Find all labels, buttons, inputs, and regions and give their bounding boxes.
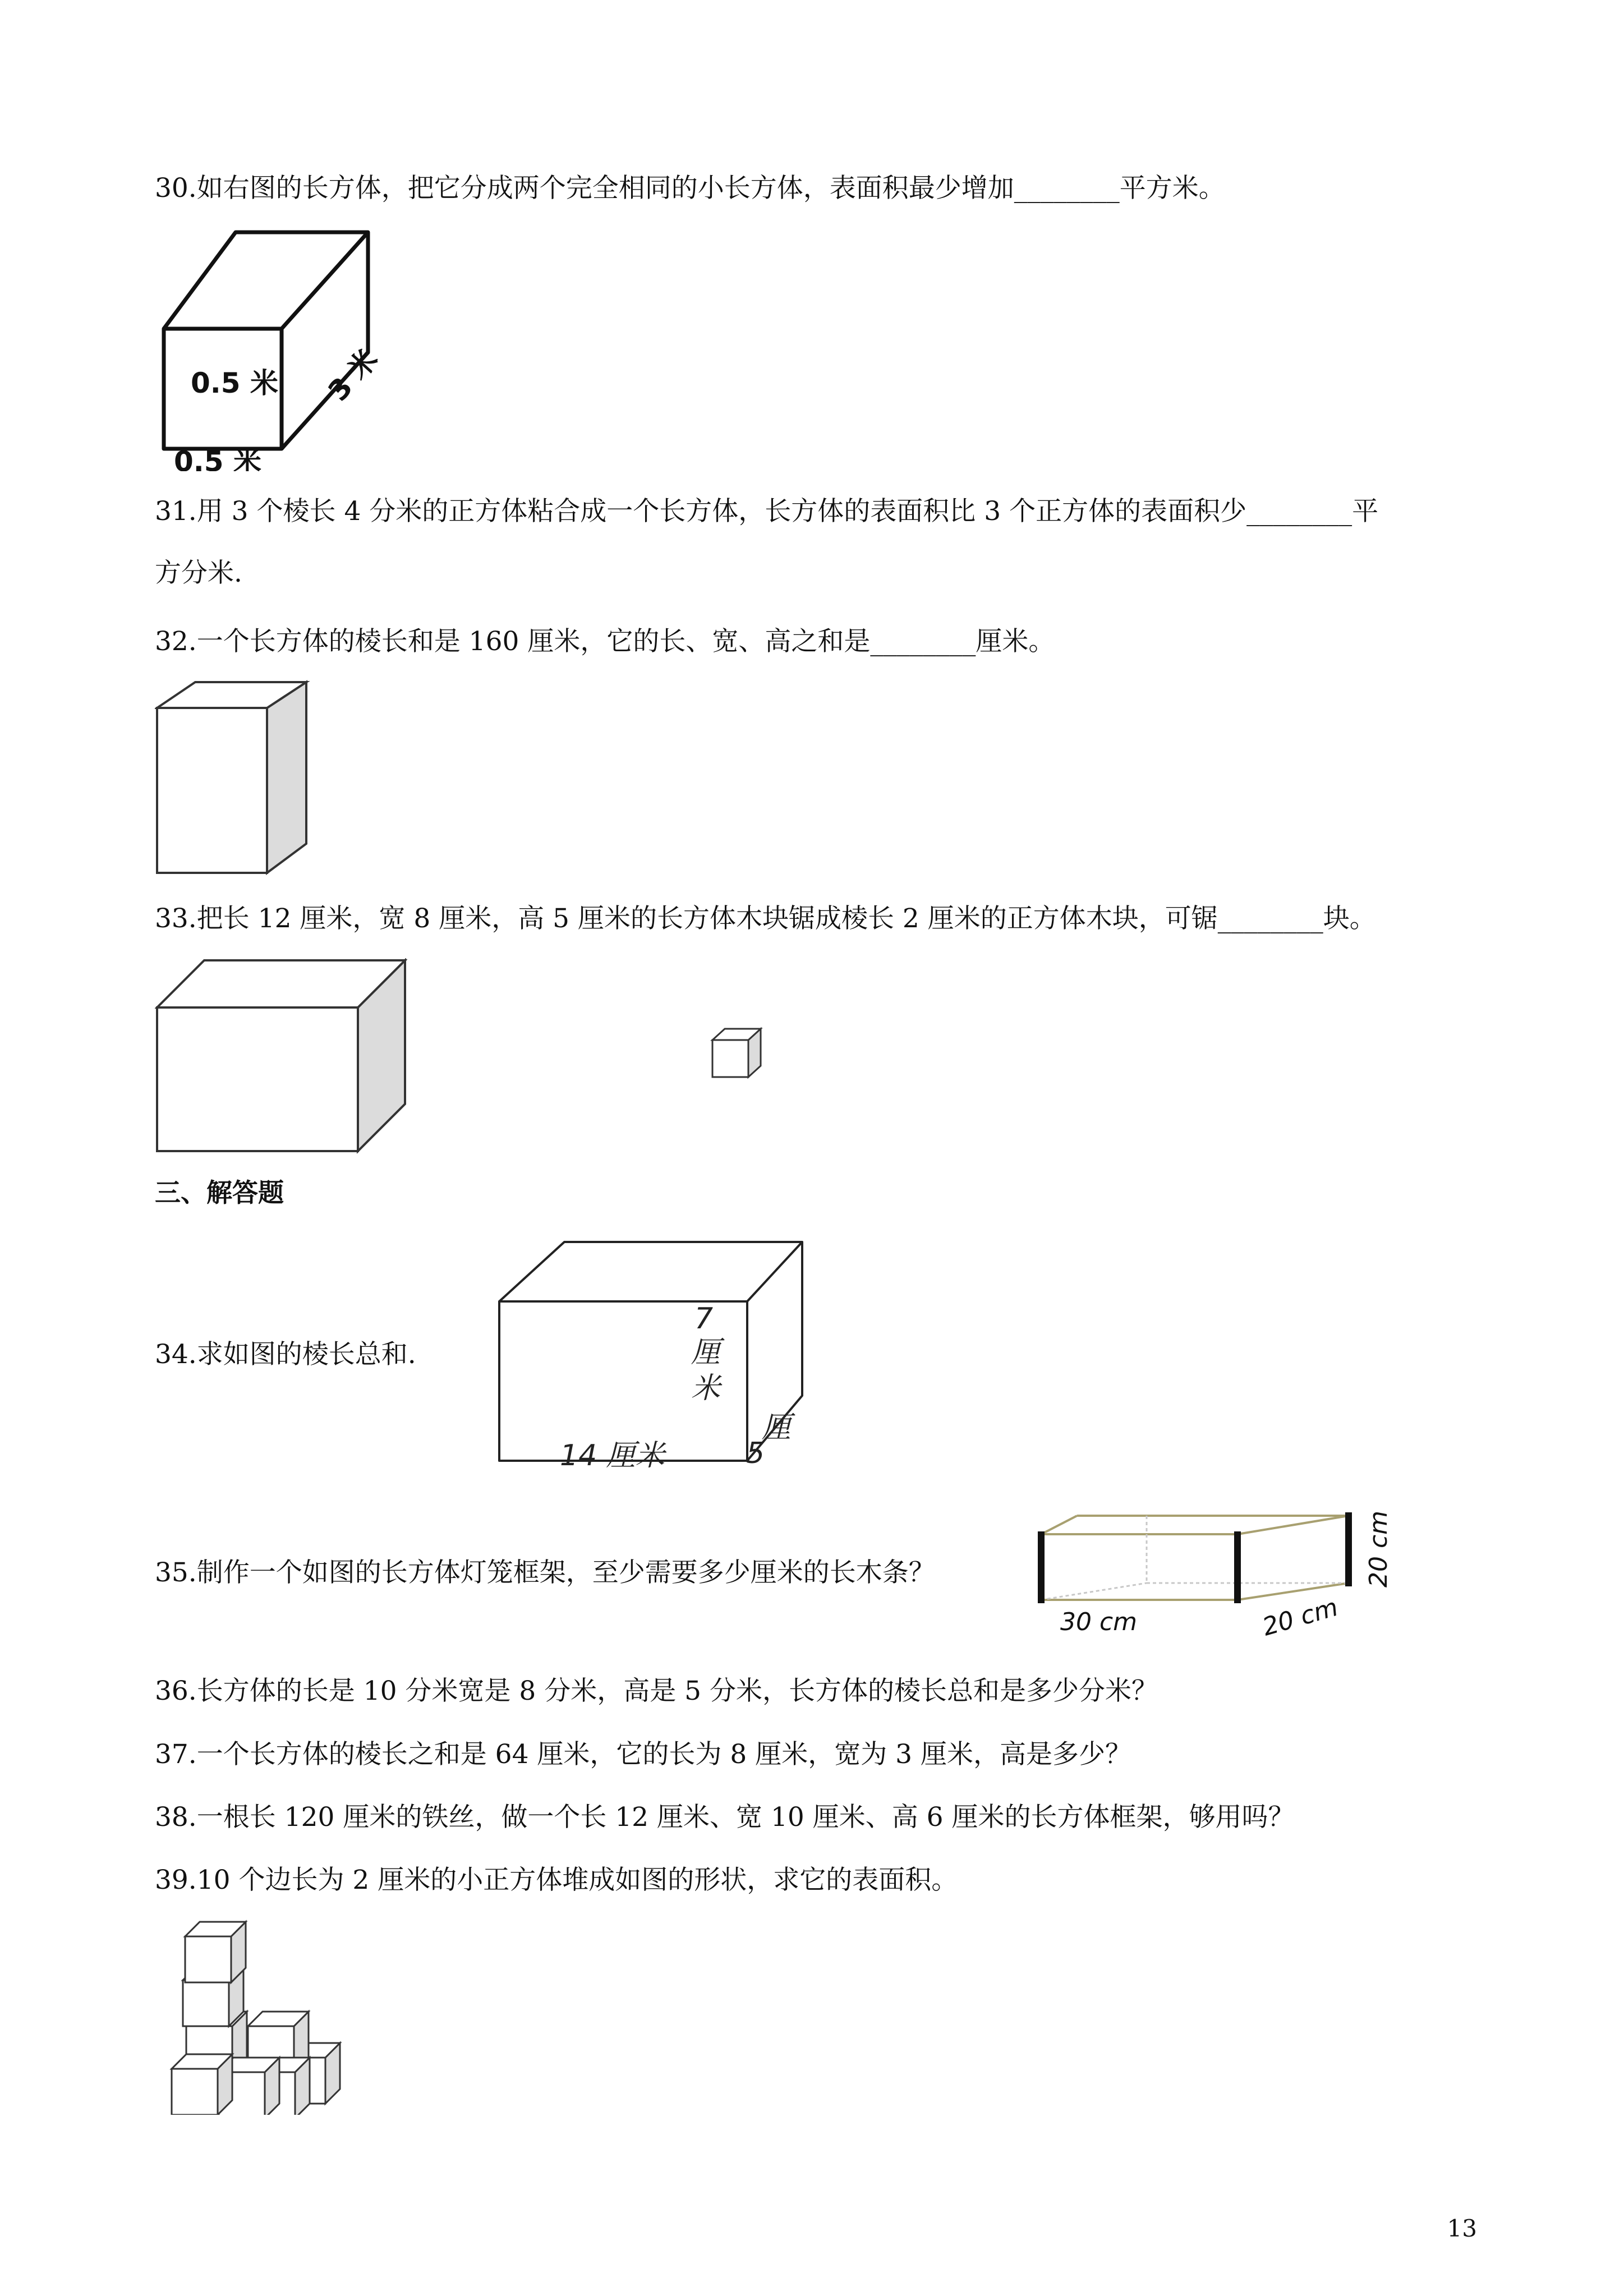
question-35: 35.制作一个如图的长方体灯笼框架，至少需要多少厘米的长木条？: [155, 1557, 935, 1588]
cuboid-figure-30: [156, 224, 392, 473]
cuboid-figure-34: [488, 1234, 836, 1489]
label-width: 20 cm: [1259, 1593, 1341, 1642]
question-31-line-2: 方分米.: [155, 558, 242, 588]
label-length: 14 厘米: [560, 1439, 665, 1473]
small-cube: [185, 1922, 246, 1982]
question-37: 37.一个长方体的棱长之和是 64 厘米，它的长为 8 厘米，宽为 3 厘米，高是多少？: [155, 1739, 1131, 1770]
question-36: 36.长方体的长是 10 分米宽是 8 分米，高是 5 分米，长方体的棱长总和是多少分米？: [155, 1676, 1158, 1706]
question-32: 32.一个长方体的棱长和是 160 厘米，它的长、宽、高之和是________厘米。: [155, 626, 1055, 657]
question-38: 38.一根长 120 厘米的铁丝，做一个长 12 厘米、宽 10 厘米、高 6 厘米的长方体框架，够用吗？: [155, 1802, 1295, 1833]
label-height-unit-2: 米: [691, 1372, 721, 1405]
label-length: 30 cm: [1060, 1608, 1138, 1636]
label-height-num: 7: [694, 1302, 714, 1336]
label-height-unit-1: 厘: [691, 1336, 721, 1369]
question-31-line-1: 31.用 3 个棱长 4 分米的正方体粘合成一个长方体，长方体的表面积比 3 个正方体的表面积少________平: [155, 496, 1379, 527]
label-depth: 3 米: [321, 343, 385, 408]
label-width: 0.5 米: [174, 445, 261, 471]
cuboid-figure-32: [155, 680, 312, 878]
cuboid-figure-33: [155, 958, 407, 1157]
lantern-frame-figure-35: [1030, 1503, 1417, 1651]
question-34: 34.求如图的棱长总和.: [155, 1339, 416, 1370]
section-heading: 三、解答题: [155, 1177, 284, 1208]
label-width-num: 5: [746, 1437, 765, 1470]
small-cube: [172, 2054, 232, 2115]
question-39: 39.10 个边长为 2 厘米的小正方体堆成如图的形状，求它的表面积。: [155, 1865, 958, 1895]
question-33: 33.把长 12 厘米，宽 8 厘米，高 5 厘米的长方体木块锯成棱长 2 厘米的正方体木块，可锯________块。: [155, 903, 1376, 934]
small-cube-figure-33: [710, 1027, 764, 1083]
label-height: 20 cm: [1364, 1510, 1393, 1588]
stacked-cubes-figure-39: [155, 1918, 351, 2117]
page-number: 13: [1447, 2215, 1477, 2242]
label-width-unit: 厘: [762, 1411, 792, 1444]
label-height: 0.5 米: [191, 367, 278, 399]
question-30: 30.如右图的长方体，把它分成两个完全相同的小长方体，表面积最少增加________平方米。: [155, 173, 1225, 204]
